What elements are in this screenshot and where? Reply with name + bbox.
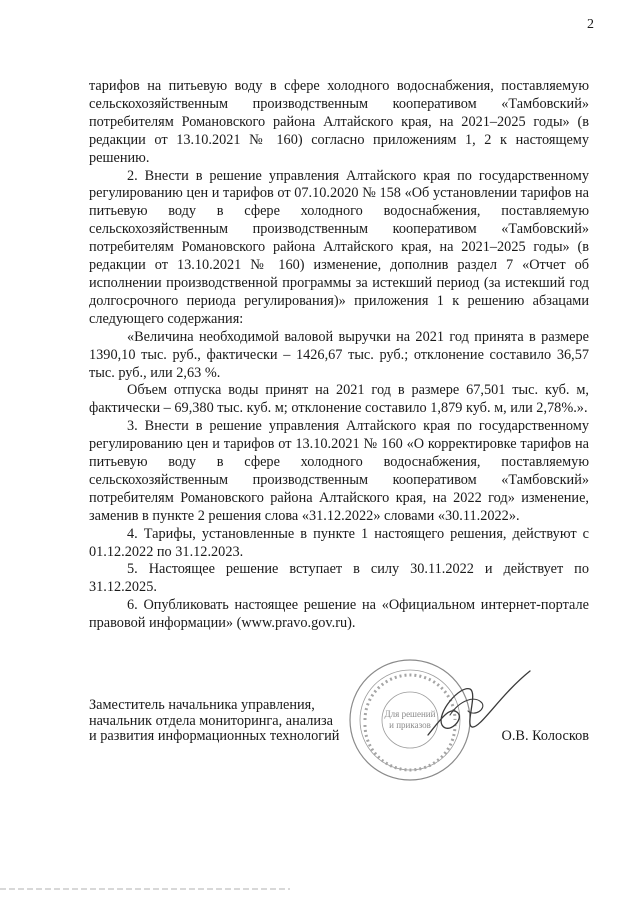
signatory-position: Заместитель начальника управления, начальник отдела мониторинга, анализа и развития информационных технологий bbox=[89, 697, 340, 744]
page-number: 2 bbox=[587, 17, 594, 32]
paragraph-item-3: 3. Внести в решение управления Алтайского края по государственному регулированию цен и тарифов от 13.10.2021 № 160 «О корректировке тарифов на питьевую воду в сфере холодного водоснабжения, поставляемую сельскохозяйственным производственным кооперативом «Тамбовский» потребителям Романовского района Алтайского края, на 2022 год» изменение, заменив в пункте 2 решения слова «31.12.2022» словами «30.11.2022». bbox=[89, 418, 589, 524]
paragraph-quote-volume: Объем отпуска воды принят на 2021 год в размере 67,501 тыс. куб. м, фактически – 69,380 тыс. куб. м; отклонение составило 1,879 куб. м, или 2,78%.». bbox=[89, 382, 589, 417]
paragraph-item-4: 4. Тарифы, установленные в пункте 1 настоящего решения, действуют с 01.12.2022 по 31.12.2023. bbox=[89, 525, 589, 560]
signatory-name: О.В. Колосков bbox=[501, 728, 589, 744]
paragraph-continuation: тарифов на питьевую воду в сфере холодного водоснабжения, поставляемую сельскохозяйственным производственным кооперативом «Тамбовский» потребителям Романовского района Алтайского края, на 2021–2025 годы» (в редакции от 13.10.2021 № 160) согласно приложениям 1, 2 к настоящему решению. bbox=[89, 78, 589, 166]
scan-edge-artifact bbox=[0, 887, 300, 891]
stamp-text-line-1: Для решений bbox=[384, 709, 436, 719]
document-body bbox=[89, 78, 589, 633]
paragraph-quote-revenue: «Величина необходимой валовой выручки на 2021 год принята в размере 1390,10 тыс. руб., фактически – 1426,67 тыс. руб.; отклонение составило 36,57 тыс. руб., или 2,63 %. bbox=[89, 328, 589, 381]
signature-block bbox=[89, 698, 589, 745]
paragraph-item-2: 2. Внести в решение управления Алтайского края по государственному регулированию цен и тарифов от 07.10.2020 № 158 «Об установлении тарифов на питьевую воду в сфере холодного водоснабжения, поставляемую сельскохозяйственным производственным кооперативом «Тамбовский» потребителям Романовского района Алтайского края, на 2021–2025 годы» (в редакции от 13.10.2021 № 160) изменение, дополнив раздел 7 «Отчет об исполнении производственной программы за истекший период (за истекший год долгосрочного периода регулирования)» приложения 1 к решению абзацами следующего содержания: bbox=[89, 167, 589, 327]
paragraph-item-6: 6. Опубликовать настоящее решение на «Официальном интернет-портале правовой информации» (www.pravo.gov.ru). bbox=[89, 597, 589, 632]
stamp-text-line-2: и приказов bbox=[389, 720, 431, 730]
paragraph-item-5: 5. Настоящее решение вступает в силу 30.11.2022 и действует по 31.12.2025. bbox=[89, 561, 589, 596]
